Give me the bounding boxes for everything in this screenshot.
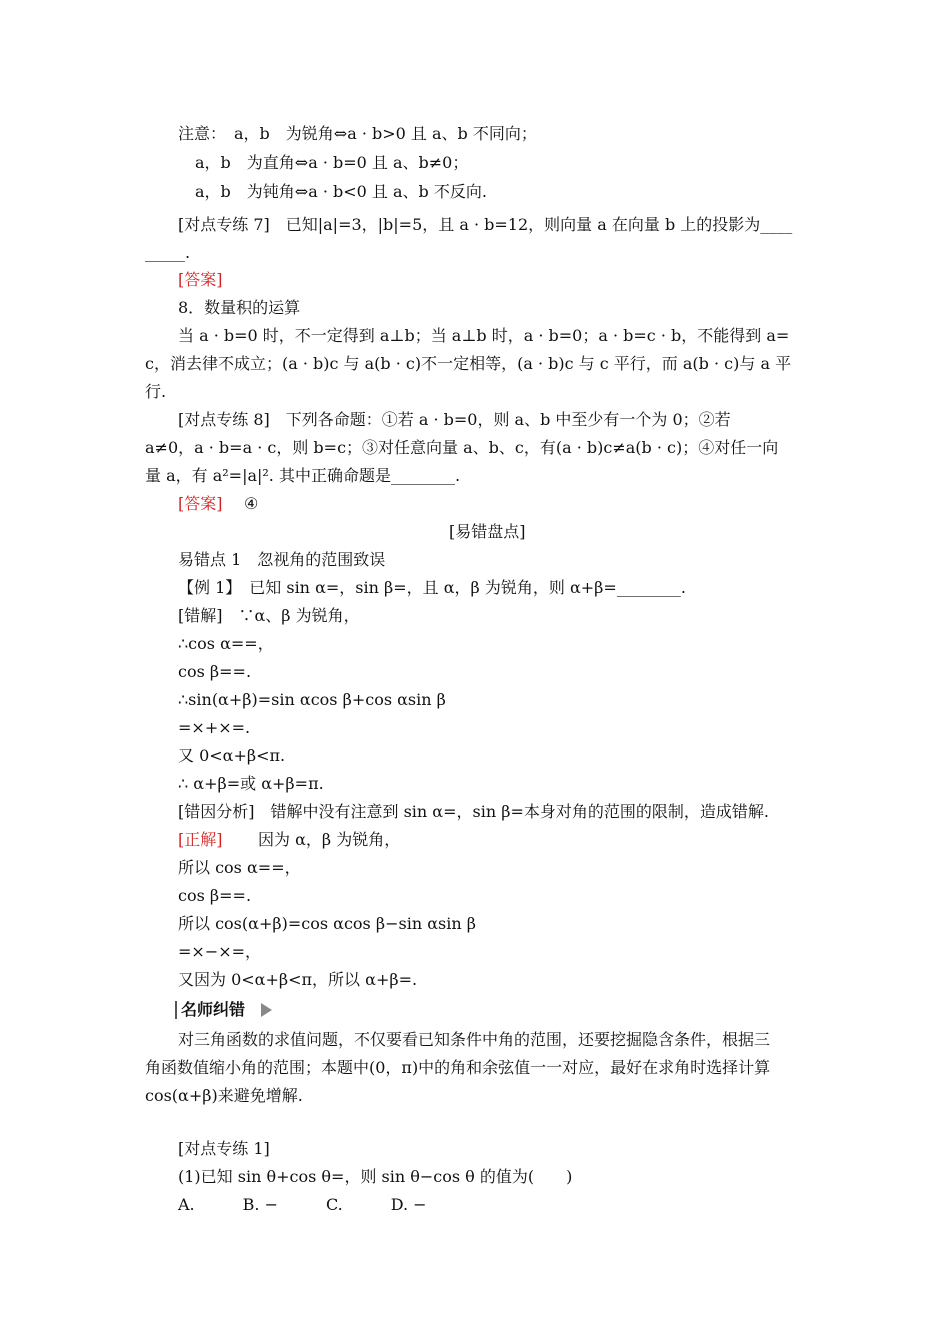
exercise-8-cont1: a≠0，a · b=a · c，则 b=c；③对任意向量 a、b、c，有(a · b)c≠a(b · c)；④对任一向 <box>145 438 779 457</box>
correct-step-1: 所以 cos α==， <box>178 858 301 877</box>
error-analysis: [错因分析] 错解中没有注意到 sin α=，sin β=本身对角的范围的限制，造成错解. <box>178 802 769 821</box>
section-heading: [易错盘点] <box>449 522 526 541</box>
wrong-step-6: ∴ α+β=或 α+β=π. <box>178 774 324 793</box>
exercise-8: [对点专练 8] 下列各命题：①若 a · b=0，则 a、b 中至少有一个为 0；②若 <box>178 410 731 429</box>
exercise-1-options: A. B. − C. D. − <box>178 1195 427 1214</box>
teacher-note-p3: cos(α+β)来避免增解. <box>145 1086 303 1105</box>
note-obtuse: a，b 为钝角⇔a · b<0 且 a、b 不反向. <box>195 182 487 201</box>
correct-step-0: 因为 α，β 为锐角， <box>258 830 401 849</box>
wrong-step-5: 又 0<α+β<π. <box>178 746 286 765</box>
wrong-solution: [错解] ∵α、β 为锐角， <box>178 606 360 625</box>
section-8-title: 8．数量积的运算 <box>178 298 301 317</box>
section-8-p1: 当 a · b=0 时，不一定得到 a⊥b；当 a⊥b 时，a · b=0；a · b=c · b，不能得到 a= <box>178 326 790 345</box>
note-right: a，b 为直角⇔a · b=0 且 a、b≠0； <box>195 153 469 172</box>
correct-step-4: =×−×=， <box>178 942 262 961</box>
error-point-1: 易错点 1 忽视角的范围致误 <box>178 550 386 569</box>
teacher-note-p2: 角函数值缩小角的范围；本题中(0，π)中的角和余弦值一一对应，最好在求角时选择计算 <box>145 1058 771 1077</box>
example-1: 【例 1】 已知 sin α=，sin β=，且 α，β 为锐角，则 α+β=________. <box>178 578 686 597</box>
note-acute: 注意： a，b 为锐角⇔a · b>0 且 a、b 不同向； <box>178 124 537 143</box>
wrong-step-2: cos β==. <box>178 662 252 681</box>
answer-label: [答案] <box>178 270 223 289</box>
answer-value: ④ <box>244 494 259 513</box>
wrong-step-3: ∴sin(α+β)=sin αcos β+cos αsin β <box>178 690 446 709</box>
exercise-7: [对点专练 7] 已知|a|=3，|b|=5，且 a · b=12，则向量 a 在向量 b 上的投影为____ <box>178 215 793 234</box>
teacher-note-p1: 对三角函数的求值问题，不仅要看已知条件中角的范围，还要挖掘隐含条件，根据三 <box>178 1030 771 1049</box>
heading-bar <box>175 1001 177 1019</box>
exercise-7-cont: _____. <box>145 243 191 262</box>
correct-step-5: 又因为 0<α+β<π，所以 α+β=. <box>178 970 418 989</box>
wrong-step-1: ∴cos α==， <box>178 634 274 653</box>
answer-label: [答案] <box>178 494 223 513</box>
correct-solution-label: [正解] <box>178 830 223 849</box>
section-8-p3: 行. <box>145 382 167 401</box>
teacher-note-heading: 名师纠错 <box>181 1000 246 1019</box>
correct-step-3: 所以 cos(α+β)=cos αcos β−sin αsin β <box>178 914 476 933</box>
triangle-icon <box>261 1003 272 1017</box>
correct-step-2: cos β==. <box>178 886 252 905</box>
exercise-1-title: [对点专练 1] <box>178 1139 270 1158</box>
exercise-8-cont2: 量 a，有 a²=|a|². 其中正确命题是________. <box>145 466 461 485</box>
exercise-1-question: (1)已知 sin θ+cos θ=，则 sin θ−cos θ 的值为( ) <box>178 1167 573 1186</box>
wrong-step-4: =×+×=. <box>178 718 251 737</box>
section-8-p2: c，消去律不成立；(a · b)c 与 a(b · c)不一定相等，(a · b)c 与 c 平行，而 a(b · c)与 a 平 <box>145 354 792 373</box>
